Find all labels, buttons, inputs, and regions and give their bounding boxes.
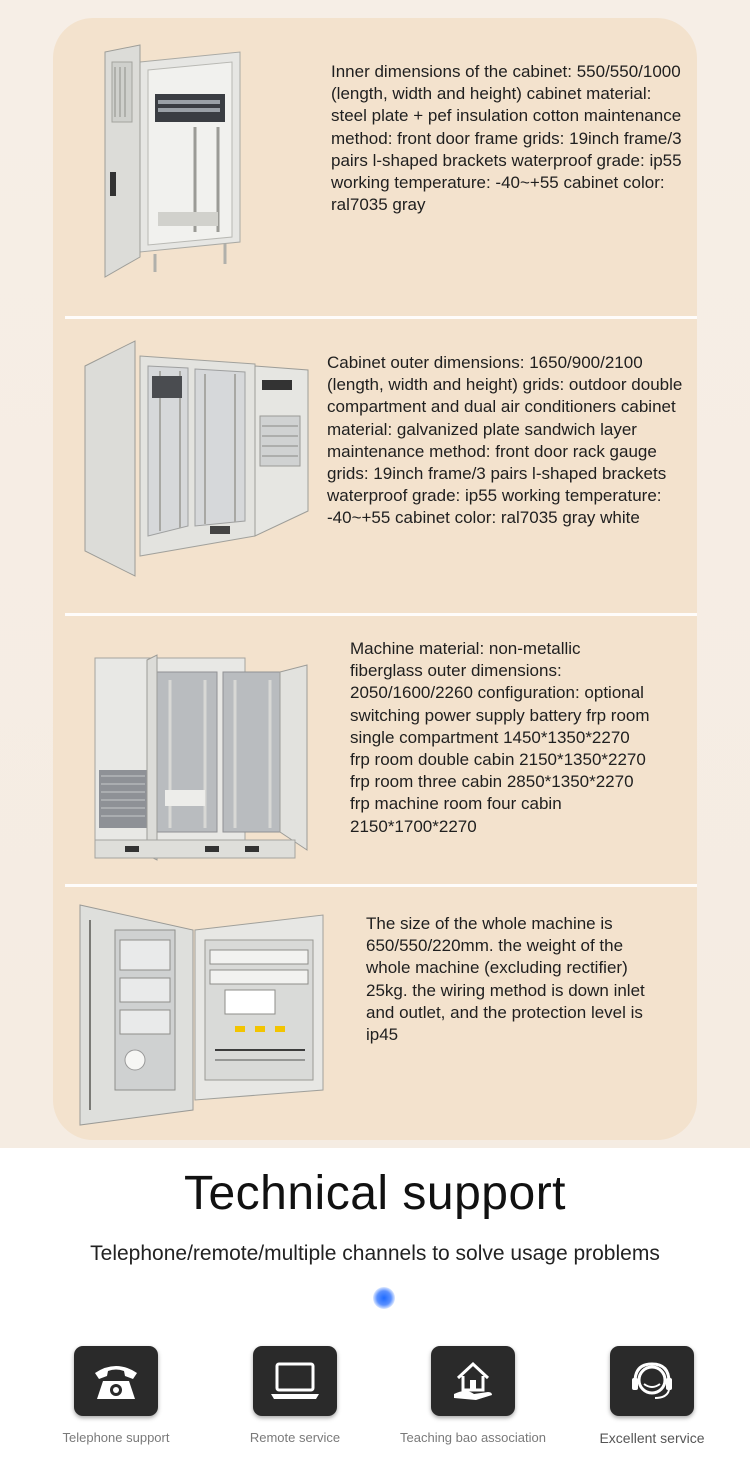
spec-text: Cabinet outer dimensions: 1650/900/2100 (length, width and height) grids: outdoor double compartment and dual air conditioners cabinet material: galvanized plate sandwich layer maintenance method: front door rack gauge grids: 19inch frame/3 pairs l-shaped brackets waterproof grade: ip55 working temperature: -40~+55 cabinet color: ral7035 gray white: [327, 353, 683, 528]
service-label: Teaching bao association: [400, 1430, 546, 1445]
service-excellent-service[interactable]: [567, 1346, 737, 1446]
service-teaching-association[interactable]: [388, 1346, 558, 1445]
section-title: Technical support: [183, 1167, 567, 1220]
decorative-dot: [373, 1287, 395, 1309]
service-telephone-support[interactable]: [31, 1346, 201, 1445]
service-label: Remote service: [249, 1430, 341, 1445]
headset-icon: [610, 1346, 694, 1416]
product-image-single-cabinet: [100, 42, 250, 292]
house-hand-icon: [431, 1346, 515, 1416]
service-remote-service[interactable]: [210, 1346, 380, 1445]
telephone-icon: [74, 1346, 158, 1416]
section-subtitle: Telephone/remote/multiple channels to solve usage problems: [90, 1242, 660, 1265]
laptop-icon: [253, 1346, 337, 1416]
spec-divider: [65, 884, 697, 887]
product-image-power-cabinet: [75, 900, 325, 1130]
service-label: Telephone support: [62, 1430, 170, 1445]
spec-text: The size of the whole machine is 650/550/220mm. the weight of the whole machine (excluding rectifier) 25kg. the wiring method is down inlet and outlet, and the protection level is ip45: [366, 914, 645, 1045]
product-image-double-cabinet: [80, 336, 315, 586]
spec-text: Machine material: non-metallic fiberglass outer dimensions: 2050/1600/2260 configuration: optional switching power supply battery frp room single compartment 1450*1350*2270 frp room double cabin 2150*1350*2270 frp room three cabin 2850*1350*2270 frp machine room four cabin 2150*1700*2270: [350, 639, 650, 836]
product-image-fiberglass-cabinet: [85, 650, 315, 865]
spec-divider: [65, 316, 697, 319]
service-label: Excellent service: [599, 1430, 705, 1446]
spec-text: Inner dimensions of the cabinet: 550/550/1000 (length, width and height) cabinet material: steel plate + pef insulation cotton maintenance method: front door frame grids: 19inch frame/3 pairs l-shaped brackets waterproof grade: ip55 working temperature: -40~+55 cabinet color: ral7035 gray: [331, 62, 682, 215]
spec-divider: [65, 613, 697, 616]
